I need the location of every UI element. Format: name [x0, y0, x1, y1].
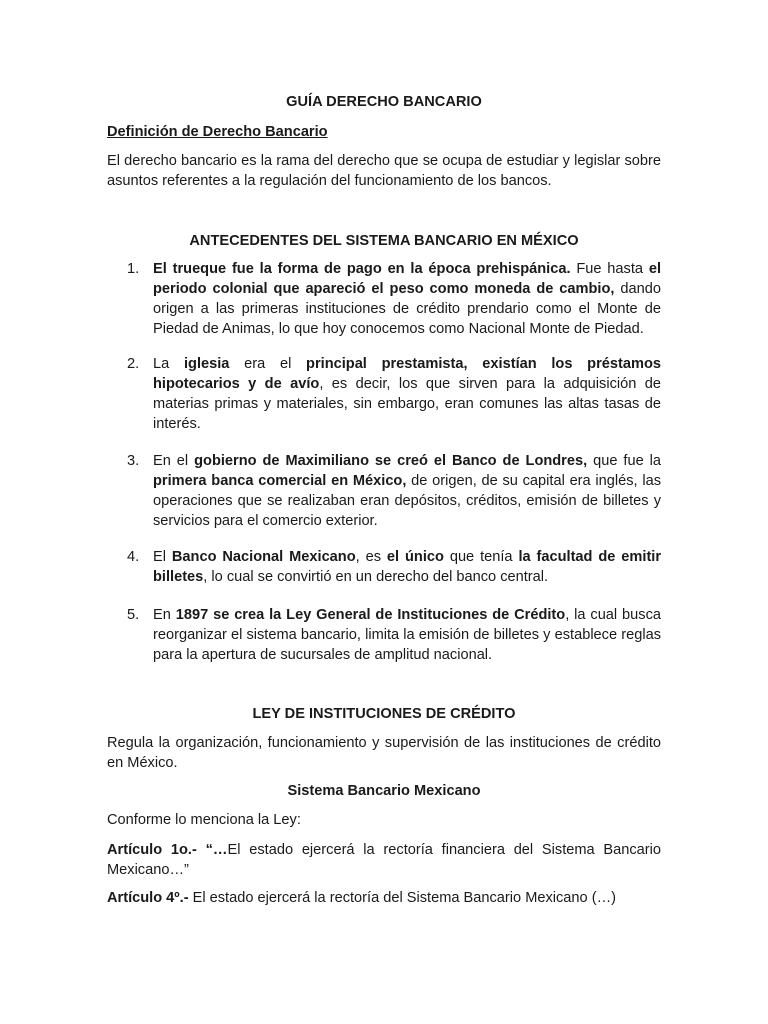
articulo-1 [107, 840, 661, 880]
articulo-4-label: Artículo 4º.- [107, 890, 189, 906]
list-item-text: La iglesia era el principal prestamista, existían los préstamos hipotecarios y de avío, es decir, los que sirven para la adquisición de materias primas y materiales, sin embargo, eran comunes las altas tasas de interés. [153, 356, 661, 432]
articulo-4 [107, 888, 661, 908]
ley-paragraph: Regula la organización, funcionamiento y supervisión de las instituciones de crédito en México. [107, 735, 661, 771]
list-item-number: 2. [127, 356, 140, 372]
sistema-subheading: Sistema Bancario Mexicano [287, 783, 481, 799]
list-item-number: 5. [127, 607, 140, 623]
definition-paragraph: El derecho bancario es la rama del derecho que se ocupa de estudiar y legislar sobre asuntos referentes a la regulación del funcionamiento de los bancos. [107, 153, 661, 189]
list-item-number: 3. [127, 453, 140, 469]
articulo-1-text: El estado ejercerá la rectoría financiera del Sistema Bancario Mexicano…” [107, 842, 662, 878]
list-item-number: 1. [127, 261, 140, 277]
list-item-text: El trueque fue la forma de pago en la época prehispánica. Fue hasta el periodo colonial que apareció el peso como moneda de cambio, dando origen a las primeras instituciones de crédito prendario como el Monte de Piedad de Animas, lo que hoy conocemos como Nacional Monte de Piedad. [153, 261, 662, 337]
list-item-text: En 1897 se crea la Ley General de Instituciones de Crédito, la cual busca reorganizar el sistema bancario, limita la emisión de billetes y establece reglas para la apertura de sucursales de amplitud nacional. [153, 607, 661, 663]
antecedentes-heading: ANTECEDENTES DEL SISTEMA BANCARIO EN MÉXICO [189, 233, 579, 249]
ley-heading: LEY DE INSTITUCIONES DE CRÉDITO [252, 706, 516, 722]
document-title: GUÍA DERECHO BANCARIO [286, 94, 482, 110]
definition-heading [107, 122, 661, 142]
ley-intro: Conforme lo menciona la Ley: [107, 812, 301, 828]
definition-heading-text: Definición de Derecho Bancario [107, 124, 328, 140]
articulo-4-text: El estado ejercerá la rectoría del Sistema Bancario Mexicano (…) [188, 890, 617, 906]
list-item-text: El Banco Nacional Mexicano, es el único que tenía la facultad de emitir billetes, lo cual se convirtió en un derecho del banco central. [153, 549, 662, 585]
articulo-1-label: Artículo 1o.- “… [107, 842, 228, 858]
list-item-text: En el gobierno de Maximiliano se creó el Banco de Londres, que fue la primera banca comercial en México, de origen, de su capital era inglés, las operaciones que se realizaban eran depósitos, créditos, emisión de billetes y servicios para el comercio exterior. [153, 453, 661, 529]
list-item-number: 4. [127, 549, 140, 565]
